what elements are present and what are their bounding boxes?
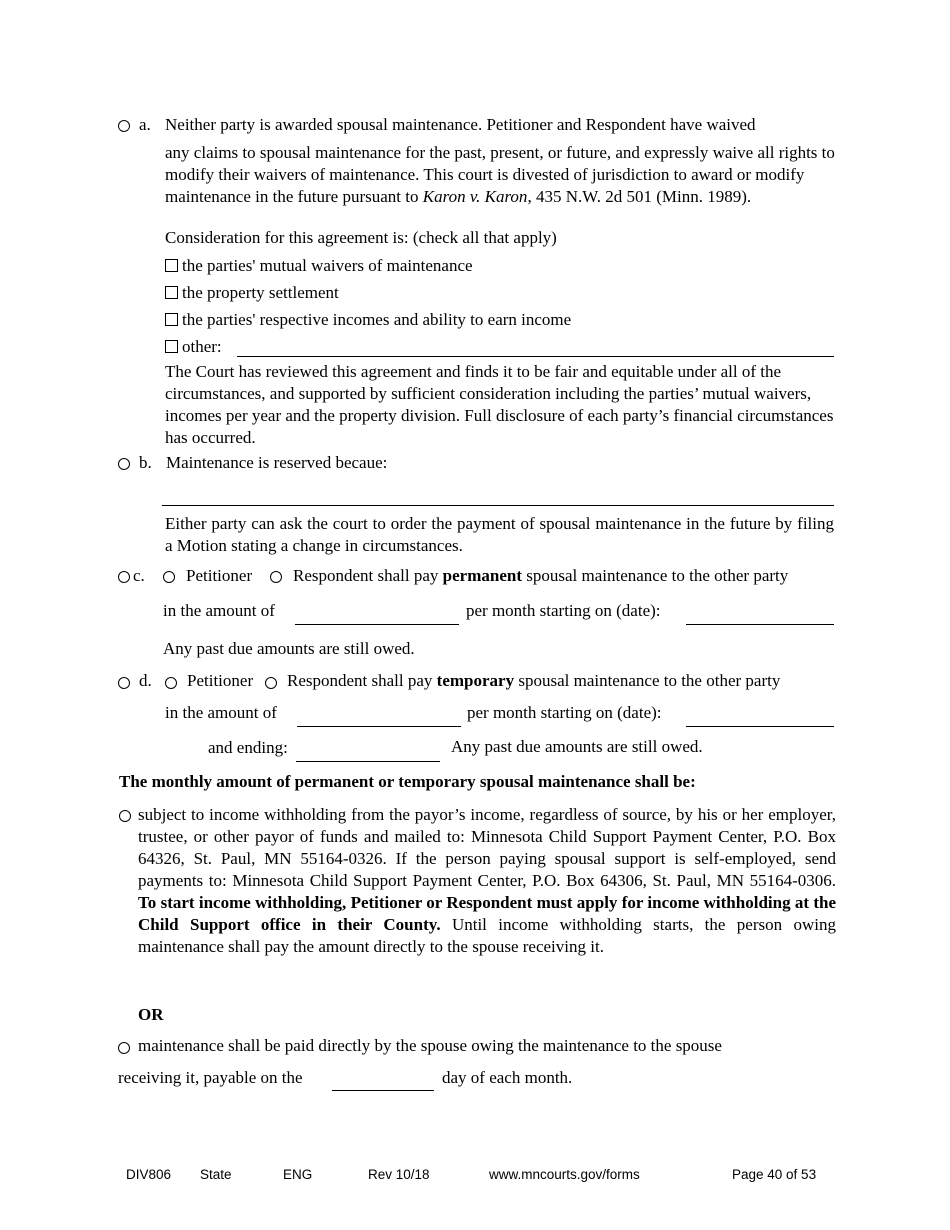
option-d-respondent-radio[interactable] [265,673,277,693]
option-d-petitioner-radio[interactable] [165,673,177,693]
checkbox-property-settlement[interactable]: the property settlement [165,283,339,303]
option-d-radio[interactable] [118,673,130,693]
option-a-radio[interactable] [118,116,130,136]
checkbox-incomes[interactable]: the parties' respective incomes and ability to earn income [165,310,571,330]
option-c-petitioner-radio[interactable] [163,567,175,587]
option-d-respondent-text: Respondent shall pay temporary spousal maintenance to the other party [287,671,781,690]
other-input-line[interactable] [237,356,834,357]
option-c-starting-label: per month starting on (date): [466,601,661,620]
direct-payment-line2: receiving it, payable on the [118,1068,303,1087]
checkbox-icon[interactable] [165,313,178,326]
case-name: Karon v. Karon [422,187,528,206]
monthly-amount-heading: The monthly amount of permanent or temporary spousal maintenance shall be: [119,772,696,791]
or-label: OR [138,1005,164,1024]
option-c-amount-input[interactable] [295,624,459,625]
withholding-instructions: To start income withholding, Petitioner or Respondent must apply for income withholding at the Child Support office in their County. [138,893,836,934]
option-d-amount-label: in the amount of [165,703,277,722]
option-a-waiver-paragraph: any claims to spousal maintenance for the past, present, or future, and expressly waive all rights to modify their waivers of maintenance. This court is divested of jurisdiction to award or modify maintenance in the future pursuant to Karon v. Karon, 435 N.W. 2d 501 (Minn. 1989). [165,143,835,206]
footer-form-number: DIV806 [126,1167,172,1182]
consideration-label: Consideration for this agreement is: (check all that apply) [165,228,557,247]
option-d-past-due: Any past due amounts are still owed. [451,737,703,756]
direct-payment-line1: maintenance shall be paid directly by the spouse owing the maintenance to the spouse [138,1036,722,1055]
footer-revision: Rev 10/18 [368,1167,430,1182]
option-d-starting-label: per month starting on (date): [467,703,662,722]
option-d-amount-input[interactable] [297,726,461,727]
option-c-radio[interactable] [118,567,130,587]
footer-state: State [200,1167,232,1182]
option-b-radio[interactable] [118,454,130,474]
option-c-petitioner-label: Petitioner [186,566,253,585]
option-b-text: Maintenance is reserved becaue: [166,453,388,472]
option-c-respondent-radio[interactable] [270,567,282,587]
withholding-radio[interactable] [119,806,131,826]
option-c-past-due: Any past due amounts are still owed. [163,639,415,658]
option-d-letter: d. [139,671,152,690]
option-a-line1: Neither party is awarded spousal maintenance. Petitioner and Respondent have waived [165,115,756,134]
option-d-end-date-input[interactable] [296,761,440,762]
payment-day-input[interactable] [332,1090,434,1091]
direct-payment-line2-end: day of each month. [442,1068,573,1087]
option-c-start-date-input[interactable] [686,624,834,625]
option-c-respondent-text: Respondent shall pay permanent spousal maintenance to the other party [293,566,789,585]
option-c-letter: c. [133,566,145,585]
option-b-note: Either party can ask the court to order the payment of spousal maintenance in the future by filing a Motion stating a change in circumstances. [165,514,834,555]
option-c-amount-label: in the amount of [163,601,275,620]
footer-language: ENG [283,1167,313,1182]
withholding-paragraph: subject to income withholding from the payor’s income, regardless of source, by his or her employer, trustee, or other payor of funds and mailed to: Minnesota Child Support Payment Center, P.O. Box 64326, St. Paul, MN 55164-0326. If the person paying spousal support is self-employed, send payments to: Minnesota Child Support Payment Center, P.O. Box 64306, St. Paul, MN 55164-0306. To start income withholding, Petitioner or Respondent must apply for income withholding at the Child Support office in their County. Until income withholding starts, the person owing maintenance shall pay the amount directly to the spouse receiving it. [138,805,836,956]
option-d-petitioner-label: Petitioner [187,671,254,690]
reserved-reason-line[interactable] [162,505,834,506]
direct-payment-radio[interactable] [118,1038,130,1058]
footer-page-number: Page 40 of 53 [732,1167,817,1182]
checkbox-mutual-waivers[interactable]: the parties' mutual waivers of maintenance [165,256,473,276]
checkbox-icon[interactable] [165,340,178,353]
checkbox-icon[interactable] [165,259,178,272]
checkbox-other[interactable]: other: [165,337,222,357]
footer-url[interactable]: www.mncourts.gov/forms [489,1167,640,1182]
option-d-ending-label: and ending: [208,738,288,757]
checkbox-icon[interactable] [165,286,178,299]
option-a-letter: a. [139,115,151,134]
option-b-letter: b. [139,453,152,472]
option-d-start-date-input[interactable] [686,726,834,727]
court-review-paragraph: The Court has reviewed this agreement and finds it to be fair and equitable under all of the circumstances, and supported by sufficient consideration including the parties’ mutual waivers, incomes per year and the property division. Full disclosure of each party’s financial circumstances has occurred. [165,362,834,447]
